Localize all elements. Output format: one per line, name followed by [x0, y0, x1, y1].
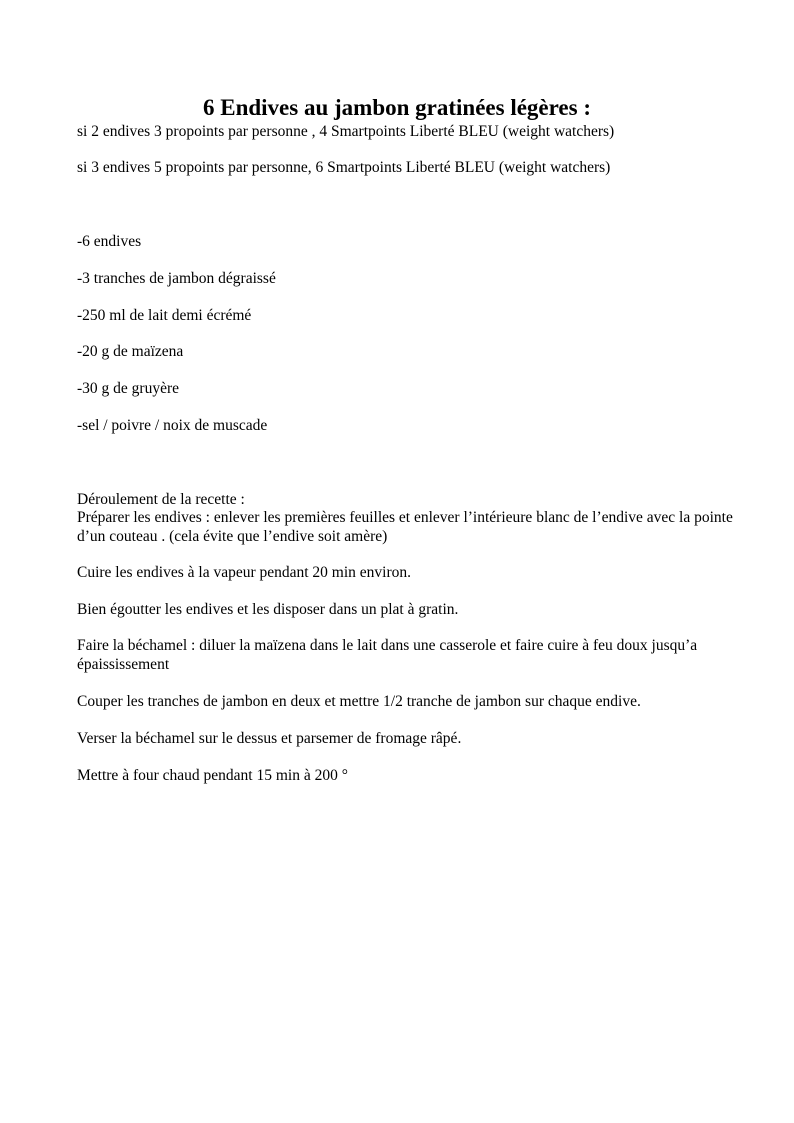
- recipe-step-3: Bien égoutter les endives et les disposer dans un plat à gratin.: [77, 601, 459, 618]
- recipe-step-7: Mettre à four chaud pendant 15 min à 200 °: [77, 767, 348, 784]
- ingredient-jambon: -3 tranches de jambon dégraissé: [77, 270, 276, 287]
- intro-line-2-endives: si 2 endives 3 propoints par personne , 4 Smartpoints Liberté BLEU (weight watchers): [77, 123, 615, 140]
- ingredient-gruyere: -30 g de gruyère: [77, 380, 179, 397]
- ingredient-lait: -250 ml de lait demi écrémé: [77, 307, 252, 324]
- recipe-step-5: Couper les tranches de jambon en deux et mettre 1/2 tranche de jambon sur chaque endive.: [77, 693, 641, 710]
- recipe-heading: Déroulement de la recette :: [77, 491, 245, 508]
- intro-line-3-endives: si 3 endives 5 propoints par personne, 6 Smartpoints Liberté BLEU (weight watchers): [77, 159, 611, 176]
- ingredient-maizena: -20 g de maïzena: [77, 343, 184, 360]
- recipe-step-2: Cuire les endives à la vapeur pendant 20 min environ.: [77, 564, 412, 581]
- recipe-title: 6 Endives au jambon gratinées légères :: [202, 95, 591, 120]
- recipe-step-6: Verser la béchamel sur le dessus et parsemer de fromage râpé.: [77, 730, 462, 747]
- recipe-step-4: Faire la béchamel : diluer la maïzena dans le lait dans une casserole et faire cuire à feu doux jusqu’a épaississement: [77, 637, 698, 673]
- recipe-step-1: Préparer les endives : enlever les premières feuilles et enlever l’intérieure blanc de l’endive avec la pointe d’un couteau . (cela évite que l’endive soit amère): [77, 509, 733, 545]
- ingredient-endives: -6 endives: [77, 233, 142, 250]
- ingredient-assaisonnement: -sel / poivre / noix de muscade: [77, 417, 268, 434]
